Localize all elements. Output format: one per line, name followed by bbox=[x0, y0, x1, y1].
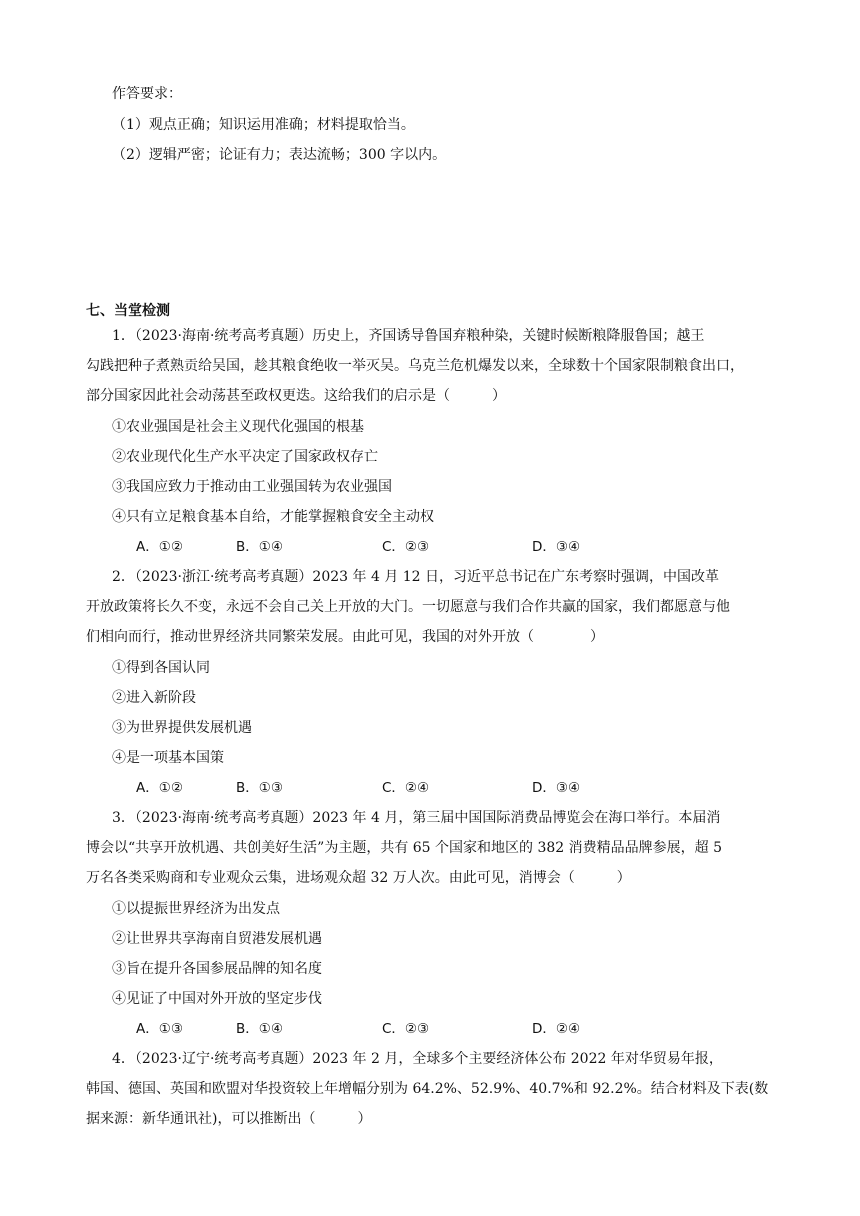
question-2-line-1: 2．（2023·浙江·统考高考真题）2023 年 4 月 12 日，习近平总书记在广东考察时强调，中国改革 bbox=[112, 569, 720, 585]
question-3-statement-2: ②让世界共享海南自贸港发展机遇 bbox=[112, 931, 322, 947]
question-1-statement-4: ④只有立足粮食基本自给，才能掌握粮食安全主动权 bbox=[112, 509, 434, 525]
question-4-line-1: 4．（2023·辽宁·统考高考真题）2023 年 2 月，全球多个主要经济体公布 2022 年对华贸易年报， bbox=[112, 1051, 723, 1067]
question-3-option-c[interactable]: C．②③ bbox=[382, 1021, 430, 1037]
question-1-option-c[interactable]: C．②③ bbox=[382, 539, 430, 555]
question-4-line-3: 据来源：新华通讯社)，可以推断出（ ） bbox=[86, 1111, 372, 1127]
question-3-option-a[interactable]: A．①③ bbox=[136, 1021, 183, 1037]
question-4-line-2: 韩国、德国、英国和欧盟对华投资较上年增幅分别为 64.2%、52.9%、40.7%和 92.2%。结合材料及下表(数 bbox=[86, 1081, 769, 1097]
question-3-statement-3: ③旨在提升各国参展品牌的知名度 bbox=[112, 961, 322, 977]
question-2-statement-3: ③为世界提供发展机遇 bbox=[112, 720, 252, 736]
question-1-statement-3: ③我国应致力于推动由工业强国转为农业强国 bbox=[112, 479, 392, 495]
question-2-line-3: 们相向而行，推动世界经济共同繁荣发展。由此可见，我国的对外开放（ ） bbox=[86, 629, 604, 645]
question-1-line-2: 勾践把种子煮熟贡给吴国，趁其粮食绝收一举灭吴。乌克兰危机爆发以来，全球数十个国家限制粮食出口， bbox=[86, 358, 744, 374]
question-3-option-d[interactable]: D．②④ bbox=[532, 1021, 581, 1037]
question-3-line-3: 万名各类采购商和专业观众云集，进场观众超 32 万人次。由此可见，消博会（ ） bbox=[86, 870, 631, 886]
question-2-statement-2: ②进入新阶段 bbox=[112, 690, 196, 706]
question-3-option-b[interactable]: B．①④ bbox=[236, 1021, 283, 1037]
question-2-statement-4: ④是一项基本国策 bbox=[112, 750, 224, 766]
question-2-option-d[interactable]: D．③④ bbox=[532, 780, 581, 796]
question-1-statement-1: ①农业强国是社会主义现代化强国的根基 bbox=[112, 419, 364, 435]
question-2-line-2: 开放政策将长久不变，永远不会自己关上开放的大门。一切愿意与我们合作共赢的国家，我们都愿意与他 bbox=[86, 599, 730, 615]
question-3-line-1: 3．（2023·海南·统考高考真题）2023 年 4 月，第三届中国国际消费品博览会在海口举行。本届消 bbox=[112, 810, 721, 826]
question-1-line-3: 部分国家因此社会动荡甚至政权更迭。这给我们的启示是（ ） bbox=[86, 388, 506, 404]
question-1-statement-2: ②农业现代化生产水平决定了国家政权存亡 bbox=[112, 449, 378, 465]
requirements-title: 作答要求： bbox=[112, 86, 182, 102]
question-2-option-b[interactable]: B．①③ bbox=[236, 780, 283, 796]
question-1-option-b[interactable]: B．①④ bbox=[236, 539, 283, 555]
question-2-option-c[interactable]: C．②④ bbox=[382, 780, 430, 796]
question-3-statement-4: ④见证了中国对外开放的坚定步伐 bbox=[112, 991, 322, 1007]
question-3-line-2: 博会以“共享开放机遇、共创美好生活”为主题，共有 65 个国家和地区的 382 消费精品品牌参展，超 5 bbox=[86, 840, 723, 856]
question-1-option-a[interactable]: A．①② bbox=[136, 539, 183, 555]
question-3-statement-1: ①以提振世界经济为出发点 bbox=[112, 901, 280, 917]
section-title: 七、当堂检测 bbox=[86, 303, 170, 319]
requirement-item-1: （1）观点正确；知识运用准确；材料提取恰当。 bbox=[112, 117, 415, 133]
question-2-statement-1: ①得到各国认同 bbox=[112, 660, 210, 676]
requirement-item-2: （2）逻辑严密；论证有力；表达流畅；300 字以内。 bbox=[112, 147, 447, 163]
question-2-option-a[interactable]: A．①② bbox=[136, 780, 183, 796]
question-1-option-d[interactable]: D．③④ bbox=[532, 539, 581, 555]
question-1-line-1: 1．（2023·海南·统考高考真题）历史上，齐国诱导鲁国弃粮种染，关键时候断粮降服鲁国；越王 bbox=[112, 328, 705, 344]
